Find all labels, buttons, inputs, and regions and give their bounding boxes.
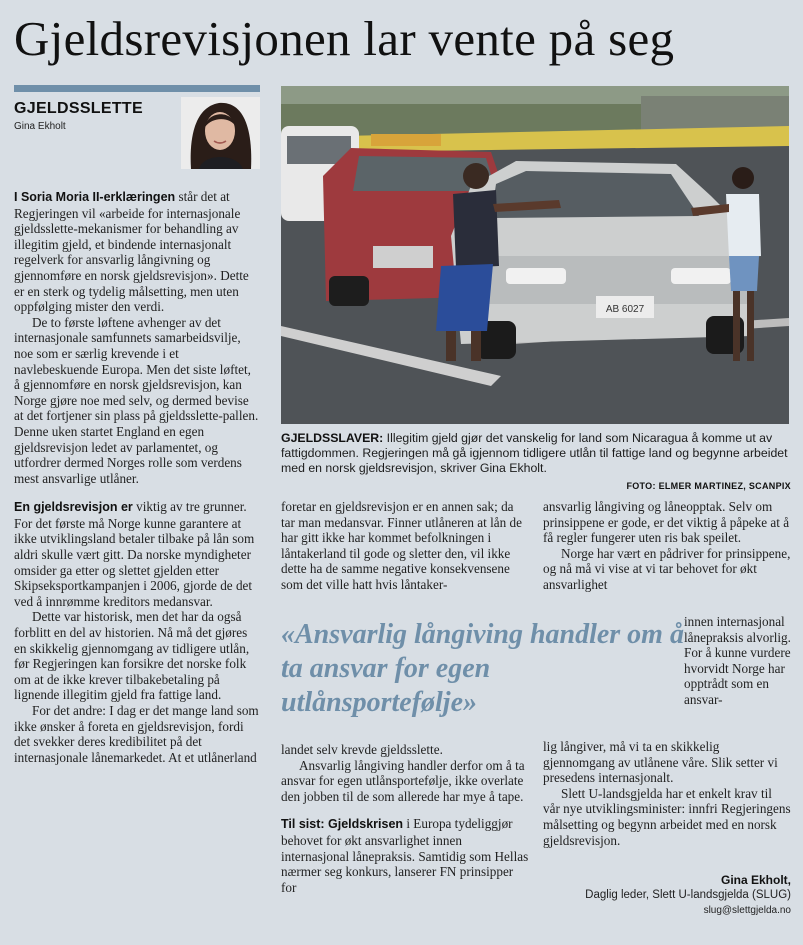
author-portrait-image xyxy=(181,97,260,169)
paragraph xyxy=(281,816,530,895)
paragraph-lead: En gjeldsrevisjon er xyxy=(14,500,133,515)
headline: Gjeldsrevisjonen lar vente på seg xyxy=(14,11,675,66)
article-column-3 xyxy=(543,499,791,593)
paragraph-lead: Til sist: Gjeldskrisen xyxy=(281,817,404,832)
paragraph: foretar en gjeldsrevisjon er en annen sak; da tar man medansvar. Finner utlåneren at lån de har gitt ikke har kommet befolkningen i låntakerland til gode og sletter den, vil ikke dette ha de samme negative konsekvensene som det ville hatt hvis låntaker- xyxy=(281,499,522,592)
caption-text: Illegitim gjeld gjør det vanskelig for land som Nicaragua å komme ut av fattigdommen. Regjeringen må gå igjennom tidligere utlån til fattige land og begynne arbeidet med en norsk gjeldsrevisjon, skriver Gina Ekholt. xyxy=(281,431,788,476)
paragraph: For det andre: I dag er det mange land som ikke ønsker å foreta en gjeldsrevisjon, fordi det svekker deres kredibilitet på det internasjonale lånemarkedet. At et utlånerland xyxy=(14,703,259,765)
paragraph xyxy=(14,499,260,609)
article-column-3-narrow xyxy=(684,614,791,708)
news-photo xyxy=(281,86,789,424)
photo-credit: FOTO: ELMER MARTINEZ, SCANPIX xyxy=(626,481,791,491)
paragraph: innen internasjonal lånepraksis alvorlig. For å kunne vurdere hvorvidt Norge har opptrådt som en ansvar- xyxy=(684,614,791,707)
street-scene-image xyxy=(281,86,789,424)
paragraph-text: viktig av tre grunner. For det første må Norge kunne garantere at ikke utviklingsland betaler tilbake på lån som aldri skulle vært gitt. Da norske myndigheter omsider ga etter og slettet gjelden etter Skipseksportkampanjen i 2006, gjorde de det ved å innrømme kreditors medansvar. xyxy=(14,499,255,609)
paragraph-lead: I Soria Moria II-erklæringen xyxy=(14,190,176,204)
photo-caption xyxy=(281,431,793,477)
signature-name: Gina Ekholt, xyxy=(720,873,791,887)
article-column-2-continued xyxy=(281,742,530,895)
author-portrait xyxy=(181,97,260,169)
paragraph: De to første løftene avhenger av det internasjonale samfunnets samarbeidsvilje, noe som er særlig krevende i et navlebeskuende Europa. Men det siste løftet, å gjennomføre en norsk gjeldsrevisjon, kan Norge gjøre noe med selv, og dermed bevise at det fortjener sin plass på gjeldsslette-pallen. Denne uken startet England en egen gjeldsrevisjon ledet av parlamentet, og utfordrer dermed Norges rolle som verdens mest ansvarlige utlåner. xyxy=(14,314,259,486)
signature-role: Daglig leder, Slett U-landsgjelda (SLUG) xyxy=(585,889,791,901)
paragraph: Slett U-landsgjelda har et enkelt krav til vår nye utviklingsminister: innfri Regjeringens målsetting og begynn arbeidet med en norsk gjeldsrevisjon. xyxy=(543,785,791,848)
paragraph: landet selv krevde gjeldsslette. xyxy=(281,742,443,757)
paragraph: Norge har vært en pådriver for prinsippene, og nå må vi vise at vi tar behovet for økt ansvarlighet xyxy=(543,545,791,592)
author-byline: Gina Ekholt xyxy=(14,121,66,132)
paragraph: lig långiver, må vi ta en skikkelig gjennomgang av utlånene våre. Slik setter vi presedens internasjonalt. xyxy=(543,739,778,786)
paragraph-text: i Europa tydeliggjør behovet for økt ansvarlighet innen internasjonal lånepraksis. Samtidig som Hellas nærmer seg konkurs, lanserer FN prinsipper for xyxy=(281,816,529,895)
section-kicker: GJELDSSLETTE xyxy=(14,100,143,117)
paragraph: Ansvarlig långiving handler derfor om å ta ansvar for egen utlånsportefølje, ikke overlate den jobben til de som allerede har mye å tape. xyxy=(281,757,525,804)
paragraph: Dette var historisk, men det har da også forblitt en del av historien. Nå må det gjøres en skikkelig gjennomgang av tidligere utlån, før Regjeringen kan forsikre det norske folk om at de ikke krever tilbakebetaling på lignende illegitim gjeld fra fattige land. xyxy=(14,609,250,703)
paragraph-text: står det at Regjeringen vil «arbeide for internasjonale gjeldsslette-mekanismer for behandling av illegitim gjeld, et bindende internasjonalt regelverk for ansvarlig långivning og gjennomføre en norsk gjeldsrevisjon». Dette er en sterk og tydelig målsetting, men uten oppfølging mister den verdi. xyxy=(14,189,249,315)
paragraph: ansvarlig långiving og låneopptak. Selv om prinsippene er gode, er det viktig å påpeke at å få regler fungerer uten ris bak speilet. xyxy=(543,499,790,546)
license-plate: AB 6027 xyxy=(605,304,645,315)
pull-quote: «Ansvarlig långiving handler om å ta ansvar for egen utlånsportefølje» xyxy=(281,619,684,718)
article-column-1 xyxy=(14,189,260,765)
section-bar xyxy=(14,85,260,92)
signature-email[interactable]: slug@slettgjelda.no xyxy=(703,905,791,916)
caption-lead: GJELDSSLAVER: xyxy=(281,431,384,445)
article-column-2 xyxy=(281,499,530,593)
article-column-3-continued xyxy=(543,739,791,848)
paragraph xyxy=(14,189,260,315)
